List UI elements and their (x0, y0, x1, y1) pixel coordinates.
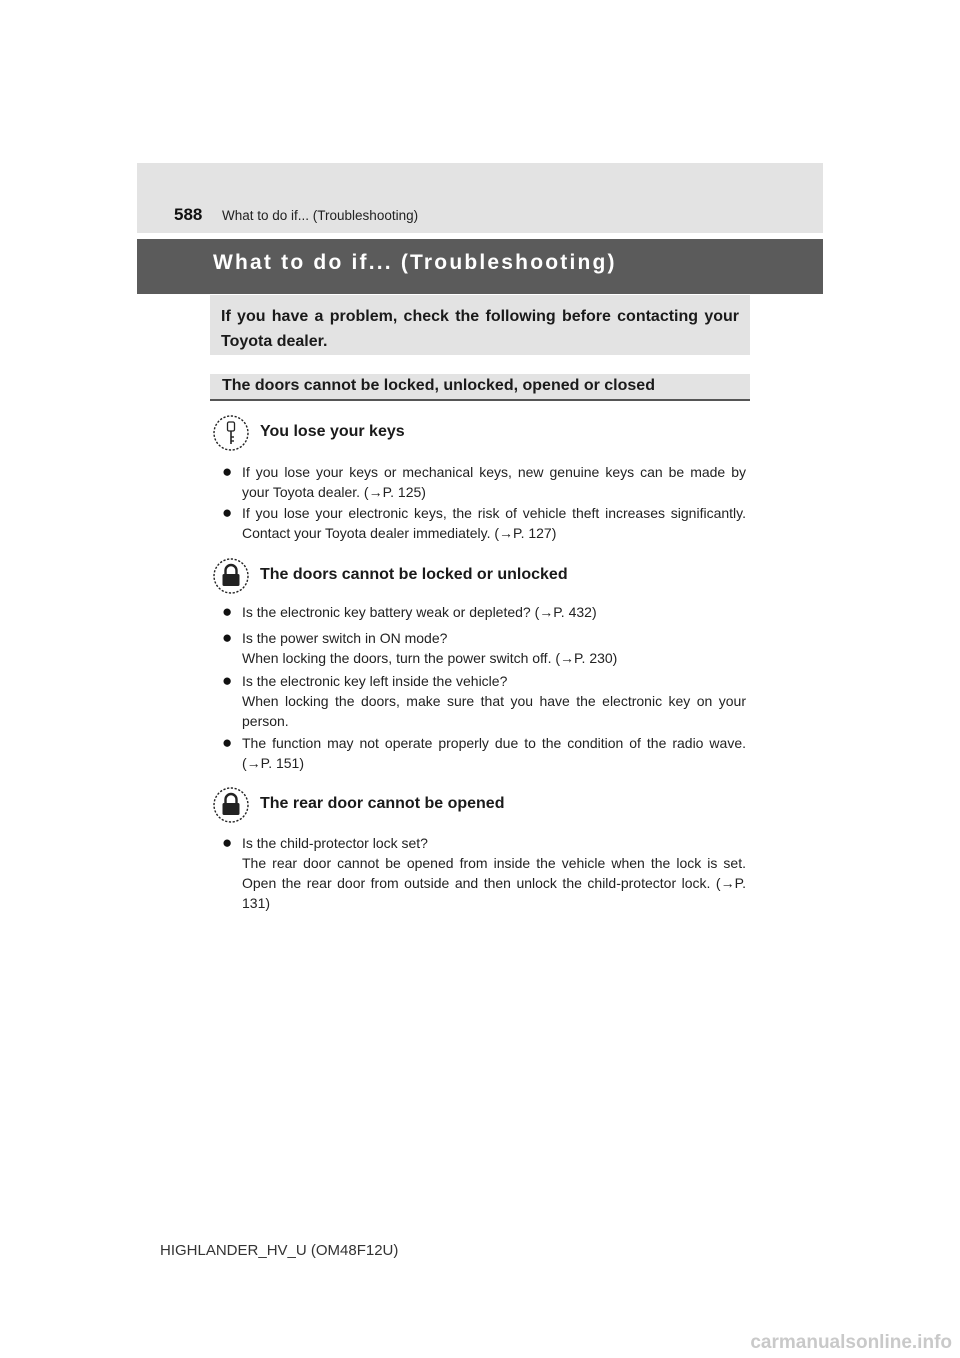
padlock-icon (213, 558, 249, 594)
padlock-icon (213, 787, 249, 823)
intro-box (210, 295, 750, 355)
bullet-icon: ● (222, 733, 233, 752)
bullet-icon: ● (222, 628, 233, 647)
subsection-heading-rear-door: The rear door cannot be opened (260, 795, 505, 812)
list-item (222, 503, 746, 543)
item-text: The function may not operate properly due to the condition of the radio wave. (→P. 151) (242, 735, 746, 771)
item-text: When locking the doors, make sure that you have the electronic key on your person. (242, 693, 746, 729)
item-text: If you lose your electronic keys, the risk of vehicle theft increases significantly. Contact your Toyota dealer immediately. (→P. 127) (242, 505, 746, 541)
list-item (222, 833, 746, 913)
bullet-icon: ● (222, 602, 233, 621)
bullet-icon: ● (222, 462, 233, 481)
intro-text: If you have a problem, check the following before contacting your Toyota dealer. (221, 308, 739, 350)
item-text: Is the power switch in ON mode? (242, 630, 448, 646)
list-item (222, 733, 746, 773)
item-text: Is the child-protector lock set? (242, 835, 428, 851)
bullet-icon: ● (222, 833, 233, 852)
page-title: What to do if... (Troubleshooting) (213, 251, 617, 274)
page-number: 588 (174, 205, 203, 224)
list-item (222, 671, 746, 731)
bullet-icon: ● (222, 671, 233, 690)
list-item (222, 462, 746, 502)
running-head: What to do if... (Troubleshooting) (222, 208, 419, 223)
section-header (210, 374, 750, 401)
item-text: Is the electronic key battery weak or depleted? (→P. 432) (242, 604, 597, 620)
watermark: carmanualsonline.info (750, 1332, 952, 1353)
item-text: The rear door cannot be opened from inside the vehicle when the lock is set. Open the rear door from outside and then unlock the child-protector lock. (→P. 131) (242, 855, 746, 911)
footer-model-code: HIGHLANDER_HV_U (OM48F12U) (160, 1242, 399, 1259)
item-text: When locking the doors, turn the power switch off. (→P. 230) (242, 650, 618, 666)
key-icon (213, 415, 249, 451)
subsection-heading-lock-unlock: The doors cannot be locked or unlocked (260, 566, 568, 583)
section-heading: The doors cannot be locked, unlocked, opened or closed (222, 377, 655, 394)
bullet-icon: ● (222, 503, 233, 522)
item-text: If you lose your keys or mechanical keys, new genuine keys can be made by your Toyota dealer. (→P. 125) (242, 464, 746, 500)
subsection-heading-lost-keys: You lose your keys (260, 423, 405, 440)
list-item (222, 602, 746, 622)
title-bar (137, 239, 823, 294)
list-item (222, 628, 746, 668)
item-text: Is the electronic key left inside the vehicle? (242, 673, 508, 689)
